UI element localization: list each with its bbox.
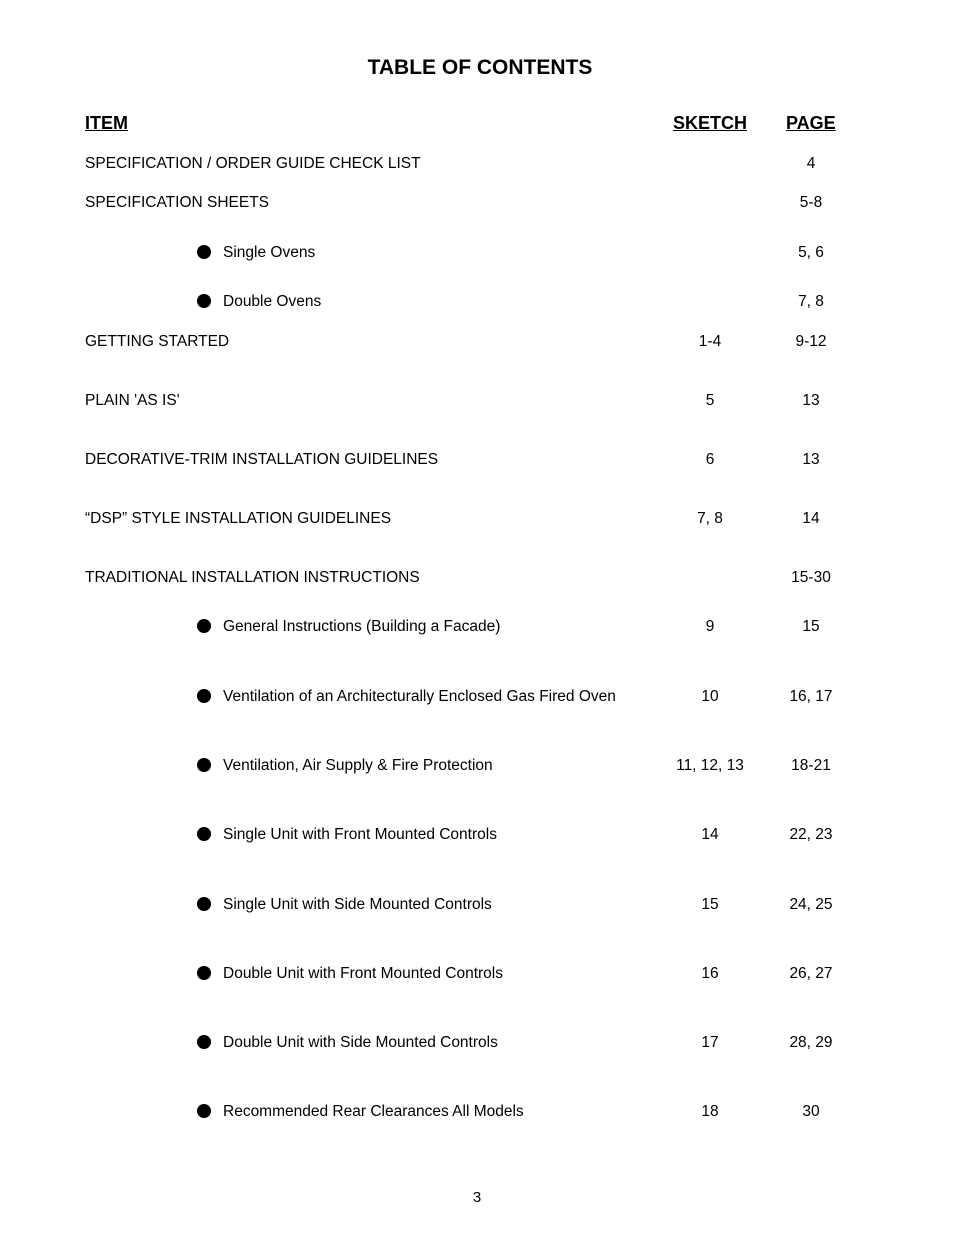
toc-page-ref: 13	[802, 451, 820, 468]
column-header-page: PAGE	[786, 113, 836, 133]
toc-item-label: General Instructions (Building a Facade)	[223, 618, 501, 635]
toc-page-ref: 4	[806, 155, 816, 172]
toc-row-specification-sheets	[0, 192, 954, 214]
column-header-sketch: SKETCH	[673, 113, 748, 133]
bullet-icon	[197, 827, 211, 841]
toc-page-ref: 14	[802, 510, 820, 527]
toc-item-label: DECORATIVE-TRIM INSTALLATION GUIDELINES	[85, 451, 439, 468]
toc-item-label: Double Unit with Front Mounted Controls	[223, 965, 503, 982]
toc-item-label: Single Ovens	[223, 244, 316, 261]
toc-page-ref: 5-8	[799, 194, 823, 211]
toc-row-rear-clearances	[0, 1101, 954, 1123]
toc-row-ventilation-air-supply	[0, 755, 954, 777]
toc-page-ref: 7, 8	[798, 293, 824, 310]
toc-sketch-ref: 11, 12, 13	[676, 757, 744, 774]
toc-sketch-ref: 9	[705, 618, 715, 635]
toc-item-label: Single Unit with Front Mounted Controls	[223, 826, 497, 843]
toc-page-ref: 24, 25	[789, 896, 833, 913]
toc-item-label: TRADITIONAL INSTALLATION INSTRUCTIONS	[85, 569, 420, 586]
toc-page-ref: 15-30	[791, 569, 831, 586]
bullet-icon	[197, 294, 211, 308]
bullet-icon	[197, 245, 211, 259]
toc-page-ref: 9-12	[795, 333, 827, 350]
column-header-item: ITEM	[85, 113, 128, 133]
bullet-icon	[197, 619, 211, 633]
bullet-icon	[197, 1035, 211, 1049]
toc-row-general-instructions	[0, 616, 954, 638]
page-number: 3	[472, 1189, 482, 1206]
bullet-icon	[197, 758, 211, 772]
toc-item-label: Ventilation, Air Supply & Fire Protection	[223, 757, 493, 774]
bullet-icon	[197, 897, 211, 911]
toc-row-double-ovens	[0, 291, 954, 313]
toc-item-label: PLAIN 'AS IS'	[85, 392, 180, 409]
toc-page-ref: 5, 6	[798, 244, 824, 261]
toc-row-double-side-controls	[0, 1032, 954, 1054]
toc-row-single-front-controls	[0, 824, 954, 846]
toc-sketch-ref: 17	[701, 1034, 719, 1051]
bullet-icon	[197, 689, 211, 703]
toc-page-ref: 22, 23	[789, 826, 833, 843]
toc-item-label: Double Unit with Side Mounted Controls	[223, 1034, 498, 1051]
toc-row-decorative-trim	[0, 449, 954, 471]
toc-page-ref: 16, 17	[789, 688, 833, 705]
bullet-icon	[197, 1104, 211, 1118]
toc-page-ref: 28, 29	[789, 1034, 833, 1051]
bullet-icon	[197, 966, 211, 980]
toc-sketch-ref: 14	[701, 826, 719, 843]
toc-sketch-ref: 5	[705, 392, 715, 409]
toc-sketch-ref: 6	[705, 451, 715, 468]
toc-item-label: Double Ovens	[223, 293, 322, 310]
toc-page-ref: 30	[802, 1103, 820, 1120]
toc-row-order-guide	[0, 153, 954, 175]
toc-row-single-side-controls	[0, 894, 954, 916]
toc-row-traditional-installation	[0, 567, 954, 589]
toc-item-label: Ventilation of an Architecturally Enclosed Gas Fired Oven	[223, 688, 616, 705]
toc-item-label: GETTING STARTED	[85, 333, 230, 350]
toc-sketch-ref: 10	[701, 688, 719, 705]
toc-sketch-ref: 15	[701, 896, 719, 913]
toc-page-ref: 18-21	[791, 757, 831, 774]
toc-item-label: SPECIFICATION / ORDER GUIDE CHECK LIST	[85, 155, 421, 172]
toc-item-label: SPECIFICATION SHEETS	[85, 194, 270, 211]
toc-row-single-ovens	[0, 242, 954, 264]
toc-row-dsp-style	[0, 508, 954, 530]
toc-page-ref: 15	[802, 618, 820, 635]
toc-sketch-ref: 7, 8	[697, 510, 723, 527]
toc-item-label: Single Unit with Side Mounted Controls	[223, 896, 492, 913]
toc-row-getting-started	[0, 331, 954, 353]
toc-page-ref: 13	[802, 392, 820, 409]
toc-item-label: “DSP” STYLE INSTALLATION GUIDELINES	[85, 510, 392, 527]
page-title: TABLE OF CONTENTS	[367, 56, 593, 79]
toc-row-plain-as-is	[0, 390, 954, 412]
toc-item-label: Recommended Rear Clearances All Models	[223, 1103, 524, 1120]
toc-row-double-front-controls	[0, 963, 954, 985]
toc-sketch-ref: 1-4	[698, 333, 722, 350]
toc-sketch-ref: 16	[701, 965, 719, 982]
toc-page-ref: 26, 27	[789, 965, 833, 982]
toc-row-ventilation-enclosed	[0, 686, 954, 708]
toc-sketch-ref: 18	[701, 1103, 719, 1120]
